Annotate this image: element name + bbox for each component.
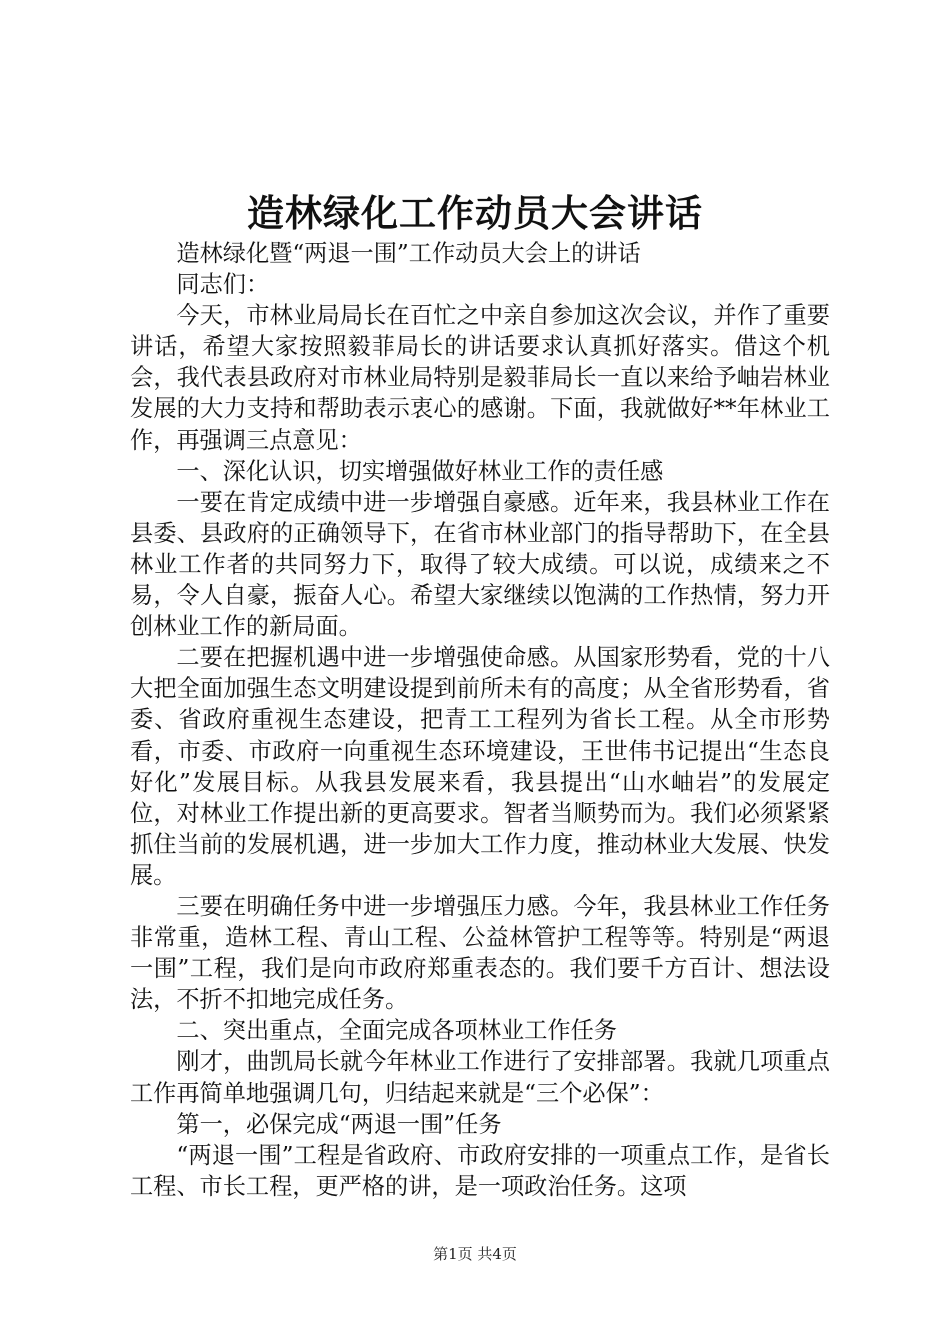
body-paragraph: 一要在肯定成绩中进一步增强自豪感。近年来，我县林业工作在县委、县政府的正确领导下，在省市林业部门的指导帮助下，在全县林业工作者的共同努力下，取得了较大成绩。可以说，成绩来之不易，令人自豪，振奋人心。希望大家继续以饱满的工作热情，努力开创林业工作的新局面。 — [130, 488, 830, 641]
section-heading: 一、深化认识，切实增强做好林业工作的责任感 — [176, 457, 664, 485]
body-paragraph: 刚才，曲凯局长就今年林业工作进行了安排部署。我就几项重点工作再简单地强调几句，归结起来就是“三个必保”： — [130, 1048, 830, 1107]
body-paragraph: 今天，市林业局局长在百忙之中亲自参加这次会议，并作了重要讲话，希望大家按照毅菲局长的讲话要求认真抓好落实。借这个机会，我代表县政府对市林业局特别是毅菲局长一直以来给予岫岩林业发展的大力支持和帮助表示衷心的感谢。下面，我就做好**年林业工作，再强调三点意见： — [130, 302, 830, 454]
body-paragraph: “两退一围”工程是省政府、市政府安排的一项重点工作，是省长工程、市长工程，更严格的讲，是一项政治任务。这项 — [130, 1141, 830, 1200]
subsection-heading: 第一，必保完成“两退一围”任务 — [176, 1110, 502, 1138]
document-title: 造林绿化工作动员大会讲话 — [247, 191, 703, 235]
section-heading: 二、突出重点，全面完成各项林业工作任务 — [176, 1017, 617, 1045]
subtitle-paragraph: 造林绿化暨“两退一围”工作动员大会上的讲话 — [176, 240, 641, 267]
salutation-paragraph: 同志们： — [176, 271, 270, 299]
body-paragraph: 三要在明确任务中进一步增强压力感。今年，我县林业工作任务非常重，造林工程、青山工程、公益林管护工程等等。特别是“两退一围”工程，我们是向市政府郑重表态的。我们要千方百计、想法设法，不折不扣地完成任务。 — [130, 892, 830, 1014]
page-number-footer: 第1页 共4页 — [433, 1245, 517, 1263]
body-paragraph: 二要在把握机遇中进一步增强使命感。从国家形势看，党的十八大把全面加强生态文明建设提到前所未有的高度；从全省形势看，省委、省政府重视生态建设，把青工工程列为省长工程。从全市形势看，市委、市政府一向重视生态环境建设，王世伟书记提出“生态良好化”发展目标。从我县发展来看，我县提出“山水岫岩”的发展定位，对林业工作提出新的更高要求。智者当顺势而为。我们必须紧紧抓住当前的发展机遇，进一步加大工作力度，推动林业大发展、快发展。 — [130, 644, 830, 889]
document-body — [130, 238, 830, 1202]
